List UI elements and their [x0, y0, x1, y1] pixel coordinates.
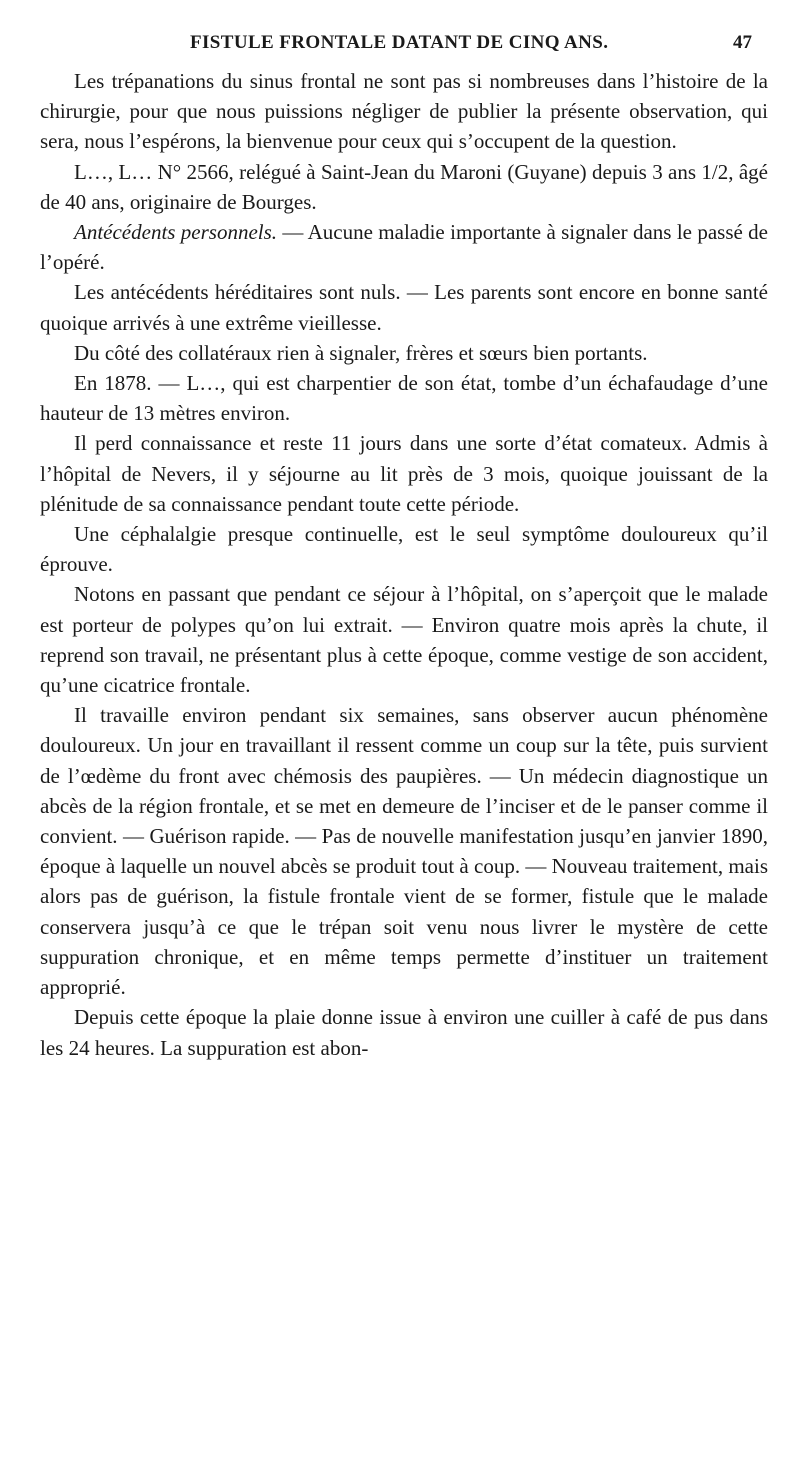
running-head	[0, 26, 800, 56]
body-text	[40, 66, 768, 1063]
paragraph: Depuis cette époque la plaie donne issue à environ une cuiller à café de pus dans les 24 heures. La suppuration est abon-	[40, 1005, 768, 1060]
paragraph-text: — Aucune maladie importante à signaler dans le passé de l’opéré.	[40, 220, 768, 275]
paragraph: Il travaille environ pendant six semaines, sans observer aucun phénomène douloureux. Un jour en travaillant il ressent comme un coup sur la tête, puis survient de l’œdème du front avec chémosis des paupières. — Un médecin diagnostique un abcès de la région frontale, et se met en demeure de l’inciser et de le panser comme il convient. — Guérison rapide. — Pas de nouvelle manifestation jusqu’en janvier 1890, époque à laquelle un nouvel abcès se produit tout à coup. — Nouveau traitement, mais alors pas de guérison, la fistule frontale vient de se former, fistule que le malade conservera jusqu’à ce que le trépan soit venu nous livrer le mystère de cette suppuration chronique, et en même temps permette d’instituer un traitement approprié.	[40, 703, 768, 1000]
paragraph: Les trépanations du sinus frontal ne sont pas si nombreuses dans l’histoire de la chirurgie, pour que nous puissions négliger de publier la présente observation, qui sera, nous l’espérons, la bienvenue pour ceux qui s’occupent de la question.	[40, 69, 768, 154]
paragraph: L…, L… N° 2566, relégué à Saint-Jean du Maroni (Guyane) depuis 3 ans 1/2, âgé de 40 ans, originaire de Bourges.	[40, 159, 768, 214]
paragraph: Du côté des collatéraux rien à signaler, frères et sœurs bien portants.	[74, 340, 648, 365]
paragraph: Les antécédents héréditaires sont nuls. — Les parents sont encore en bonne santé quoique arrivés à une extrême vieillesse.	[40, 280, 768, 335]
running-title: FISTULE FRONTALE DATANT DE CINQ ANS.	[190, 32, 609, 53]
paragraph	[40, 217, 768, 277]
page-number: 47	[733, 32, 752, 53]
section-lead: Antécédents personnels.	[74, 220, 278, 245]
paragraph: En 1878. — L…, qui est charpentier de son état, tombe d’un échafaudage d’une hauteur de 13 mètres environ.	[40, 371, 768, 426]
paragraph: Il perd connaissance et reste 11 jours dans une sorte d’état comateux. Admis à l’hôpital de Nevers, il y séjourne au lit près de 3 mois, quoique jouissant de la plénitude de sa connaissance pendant toute cette période.	[40, 431, 768, 516]
paragraph: Une céphalalgie presque continuelle, est le seul symptôme douloureux qu’il éprouve.	[40, 522, 768, 577]
paragraph: Notons en passant que pendant ce séjour à l’hôpital, on s’aperçoit que le malade est porteur de polypes qu’on lui extrait. — Environ quatre mois après la chute, il reprend son travail, ne présentant plus à cette époque, comme vestige de son accident, qu’une cicatrice frontale.	[40, 582, 768, 698]
